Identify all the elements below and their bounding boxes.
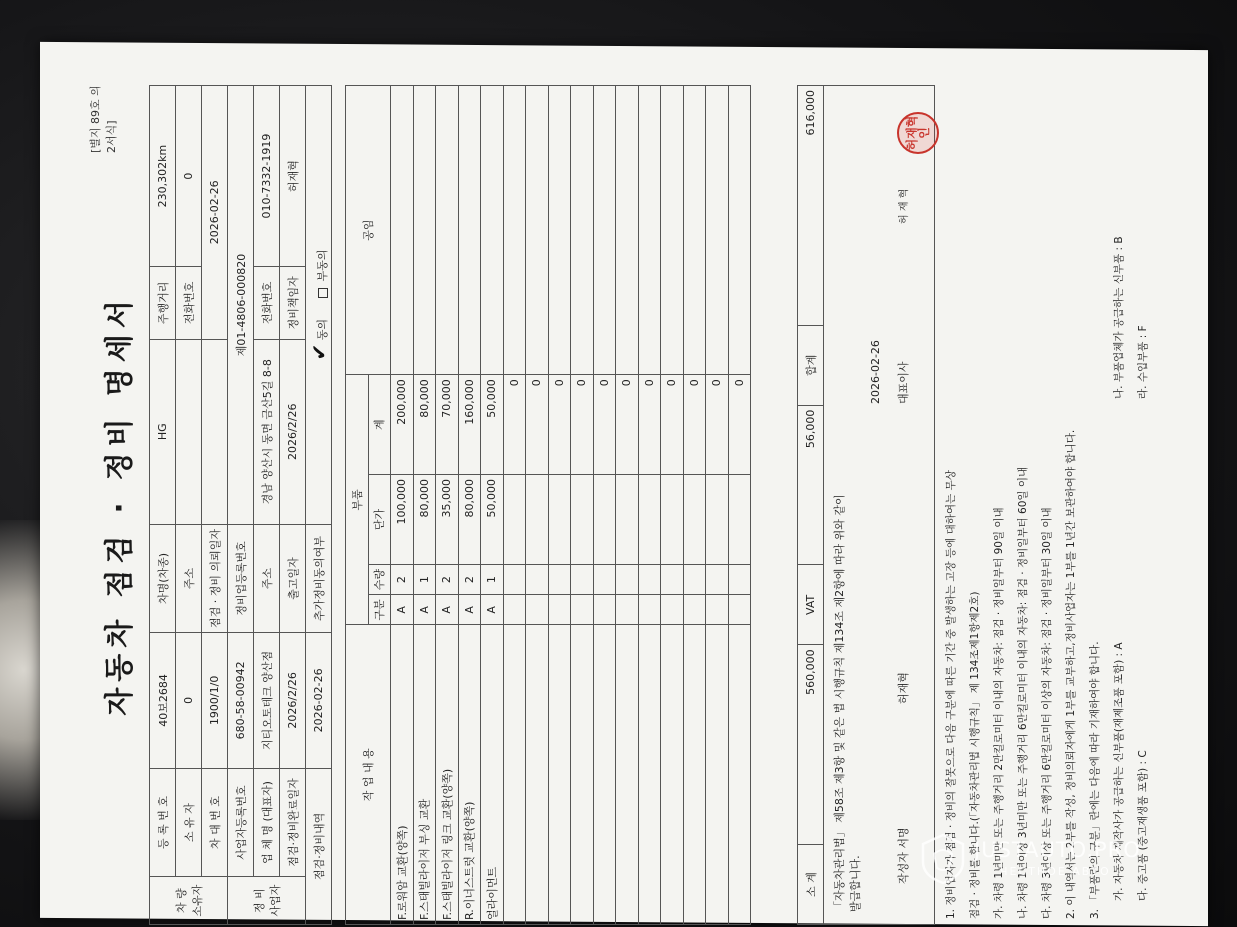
work-table (345, 85, 751, 925)
work-content-cell: 얼라이먼트 (481, 625, 504, 925)
qty-cell: 2 (436, 564, 459, 594)
kind-cell (706, 595, 729, 625)
work-row (706, 86, 729, 925)
subtotal-label: 소 계 (798, 845, 824, 925)
unit-cell (638, 475, 661, 565)
labor-cell (571, 86, 594, 375)
labor-cell (436, 86, 459, 375)
watermark-tagline: ЧЕСТНОЕ АВТО (1000, 865, 1111, 878)
rep-label: 대표이사 (897, 361, 910, 404)
biz-no-value: 680-58-00942 (228, 632, 254, 768)
labor-cell (661, 86, 684, 375)
kind-cell (526, 595, 549, 625)
labor-cell (638, 86, 661, 375)
labor-cell (503, 86, 526, 375)
period-value: 2026/2/26 (280, 632, 306, 768)
writer-name: 허재혁 (897, 672, 910, 704)
work-content-cell (638, 625, 661, 925)
unit-cell (706, 475, 729, 565)
unit-cell (503, 475, 526, 565)
qty-cell: 2 (458, 564, 481, 594)
kind-cell: A (391, 595, 414, 625)
mileage-value: 230,302km (150, 86, 176, 267)
labor-cell (616, 86, 639, 375)
totals-table (797, 85, 824, 925)
qty-cell (548, 564, 571, 594)
vin-label: 차 대 번 호 (202, 768, 228, 876)
labor-cell (683, 86, 706, 375)
footnote-text: 가. 차령 1년미만 또는 주행거리 2만킬로미터 이내의 자동차: 점검 · 정비일부터 90일 이내 (993, 507, 1005, 919)
sum-cell: 0 (706, 375, 729, 475)
labor-cell (728, 86, 751, 375)
insp-request-value (202, 339, 228, 524)
labor-header: 공임 (346, 86, 391, 375)
footnote-line (939, 89, 963, 919)
unit-cell (616, 475, 639, 565)
phone-value: 0 (176, 86, 202, 267)
kind-header: 구분 (368, 595, 391, 625)
work-content-cell (548, 625, 571, 925)
work-content-cell (503, 625, 526, 925)
unit-cell (593, 475, 616, 565)
sum-cell: 0 (503, 375, 526, 475)
footnote-line (963, 89, 987, 919)
footnotes (939, 89, 1155, 919)
period-label: 점검·정비완료일자 (280, 768, 306, 876)
sum-cell: 0 (728, 375, 751, 475)
owner-value: 0 (176, 632, 202, 768)
watermark-brand: JUSTAUTO.PRO (974, 838, 1141, 862)
release-value: 2026/2/26 (280, 339, 306, 524)
unit-cell (548, 475, 571, 565)
footnote-text: 점검 · 정비를 합니다.(「자동차관리법 시행규칙」 제 134조제1항제2호) (969, 591, 981, 919)
kind-cell (638, 595, 661, 625)
work-row (548, 86, 571, 925)
kind-cell: A (413, 595, 436, 625)
work-content-cell: F.로워암 교환(양쪽) (391, 625, 414, 925)
work-row (526, 86, 549, 925)
qty-cell: 1 (413, 564, 436, 594)
qty-cell (638, 564, 661, 594)
sum-cell: 70,000 (436, 375, 459, 475)
disagree-label: 부동의 (315, 249, 329, 282)
unit-header: 단가 (368, 475, 391, 565)
seal-text: 허재혁 인 (905, 115, 931, 151)
address-value (176, 339, 202, 524)
kind-cell (571, 595, 594, 625)
model-label: 차명(차종) (150, 524, 176, 632)
work-row (413, 86, 436, 925)
work-row (616, 86, 639, 925)
work-row (391, 86, 414, 925)
owner-label: 소 유 자 (176, 768, 202, 876)
work-content-cell (616, 625, 639, 925)
legend-a: 가. 자동차 제작사가 공급하는 신부품(재제조품 포함) : A (1113, 642, 1125, 901)
work-content-header: 작 업 내 용 (346, 625, 391, 925)
agreement-cell (306, 86, 332, 525)
shop-reg-label: 정비업등록번호 (228, 524, 254, 632)
work-row (728, 86, 751, 925)
work-row (683, 86, 706, 925)
notice-line-1: 「자동차관리법」 제58조 제3항 및 같은 법 시행규칙 제134조 제2항에 따라 위와 같이 (833, 494, 846, 912)
sum-cell: 0 (683, 375, 706, 475)
total-value: 616,000 (798, 86, 824, 326)
sum-cell: 0 (616, 375, 639, 475)
shop-phone-label: 전화번호 (254, 267, 280, 339)
reg-no-value: 40보2684 (150, 632, 176, 768)
qty-cell: 1 (481, 564, 504, 594)
unit-cell (683, 475, 706, 565)
insp-request-label: 점검 · 정비 의뢰일자 (202, 524, 228, 632)
sum-cell: 80,000 (413, 375, 436, 475)
sum-cell: 0 (526, 375, 549, 475)
subtotal-value: 560,000 (798, 645, 824, 845)
kind-cell (683, 595, 706, 625)
unit-cell (571, 475, 594, 565)
footnote-text: 1. 정비업자가 점검 · 정비의 잘못으로 다음 구분에 따른 기간 중 발생하는 고장 등에 대하여는 무상 (945, 470, 957, 919)
shop-label: 정 비 사업자 (228, 877, 306, 925)
writer-label: 작성자 서명 (897, 827, 910, 884)
shop-addr-value: 경남 양산시 동면 금산5길 8-8 (254, 339, 280, 524)
work-content-cell (706, 625, 729, 925)
kind-cell: A (458, 595, 481, 625)
manager-value: 허재혁 (280, 86, 306, 267)
work-content-cell (593, 625, 616, 925)
qty-cell (593, 564, 616, 594)
legend-b: 나. 부품업체가 공급하는 신부품 : B (1113, 236, 1125, 399)
sum-cell: 0 (593, 375, 616, 475)
footnote-line (1083, 89, 1107, 919)
footnote-text: 다. 차령 3년이상 또는 주행거리 6만킬로미터 이상의 자동차: 점검 · 정비일부터 30일 이내 (1041, 507, 1053, 919)
sum-cell: 160,000 (458, 375, 481, 475)
qty-cell (616, 564, 639, 594)
footnote-line (1035, 89, 1059, 919)
qty-cell (571, 564, 594, 594)
vin-value: 1900/1/0 (202, 632, 228, 768)
parts-header: 부품 (346, 375, 369, 625)
history-label: 점검·정비내역 (306, 768, 332, 924)
unit-cell: 100,000 (391, 475, 414, 565)
work-content-cell (571, 625, 594, 925)
vat-label: VAT (798, 565, 824, 645)
kind-cell (728, 595, 751, 625)
sum-cell: 0 (548, 375, 571, 475)
work-row (458, 86, 481, 925)
insp-request-date: 2026-02-26 (202, 86, 228, 340)
work-content-cell (526, 625, 549, 925)
legend-f: 라. 수입부품 : F (1137, 325, 1149, 399)
unit-cell: 80,000 (413, 475, 436, 565)
sum-cell: 0 (638, 375, 661, 475)
qty-cell (706, 564, 729, 594)
parts-legend-line-2 (1131, 89, 1155, 919)
header-table (149, 85, 332, 925)
checkbox-icon (318, 288, 328, 298)
work-row (503, 86, 526, 925)
labor-cell (593, 86, 616, 375)
footnote-line (987, 89, 1011, 919)
work-row (571, 86, 594, 925)
kind-cell: A (436, 595, 459, 625)
sum-cell: 50,000 (481, 375, 504, 475)
labor-cell (413, 86, 436, 375)
work-row (661, 86, 684, 925)
unit-cell: 35,000 (436, 475, 459, 565)
inspection-form (57, 85, 1147, 925)
vat-value: 56,000 (798, 405, 824, 565)
kind-cell: A (481, 595, 504, 625)
work-row (593, 86, 616, 925)
qty-cell: 2 (391, 564, 414, 594)
sum-cell: 0 (661, 375, 684, 475)
work-content-cell: R.이너스트럿 교환(양쪽) (458, 625, 481, 925)
release-label: 출고일자 (280, 524, 306, 632)
qty-cell (661, 564, 684, 594)
address-label: 주소 (176, 524, 202, 632)
unit-cell: 50,000 (481, 475, 504, 565)
issuance-notice (823, 85, 935, 925)
rep-name: 허 재 혁 (899, 188, 910, 224)
manager-label: 정비책임자 (280, 267, 306, 339)
company-label: 업 체 명 (대표자) (254, 768, 280, 876)
total-label: 합계 (798, 325, 824, 405)
work-content-cell (683, 625, 706, 925)
labor-cell (706, 86, 729, 375)
qty-cell (503, 564, 526, 594)
kind-cell (593, 595, 616, 625)
model-value: HG (150, 339, 176, 524)
notice-date: 2026-02-26 (869, 340, 882, 404)
work-row (638, 86, 661, 925)
kind-cell (661, 595, 684, 625)
shop-addr-label: 주소 (254, 524, 280, 632)
work-content-cell: F.스태빌라이저 부싱 교환 (413, 625, 436, 925)
notice-line-2: 발급합니다. (849, 855, 862, 912)
sum-cell: 200,000 (391, 375, 414, 475)
reg-no-label: 등 록 번 호 (150, 768, 176, 876)
legend-c: 다. 중고품 (중고재생품 포함) : C (1137, 750, 1149, 901)
mileage-label: 주행거리 (150, 267, 176, 339)
qty-cell (683, 564, 706, 594)
parts-legend-line-1 (1107, 89, 1131, 919)
shop-reg-value: 제01-4806-000820 (228, 86, 254, 525)
form-title: 자동차 점검 · 정비 명세서 (102, 294, 136, 716)
labor-cell (458, 86, 481, 375)
unit-cell (661, 475, 684, 565)
form-tag: [별지 89호 의2서식] (89, 85, 118, 153)
labor-cell (481, 86, 504, 375)
unit-cell (526, 475, 549, 565)
extra-label: 추가정비동의여부 (306, 524, 332, 632)
kind-cell (548, 595, 571, 625)
justauto-logo-icon (918, 832, 968, 886)
footnote-line (1011, 89, 1035, 919)
phone-label: 전화번호 (176, 267, 202, 339)
sum-cell: 0 (571, 375, 594, 475)
unit-cell (728, 475, 751, 565)
qty-header: 수량 (368, 564, 391, 594)
labor-cell (391, 86, 414, 375)
check-mark-icon: ✔ (306, 343, 331, 361)
biz-no-label: 사업자등록번호 (228, 768, 254, 876)
work-content-cell (728, 625, 751, 925)
sum-header: 계 (368, 375, 391, 475)
shop-phone-value: 010-7332-1919 (254, 86, 280, 267)
footnote-text: 나. 차령 1년이상 3년미만 또는 주행거리 6만킬로미터 이내의 자동차: 점검 · 정비일부터 60일 이내 (1017, 466, 1029, 919)
labor-cell (526, 86, 549, 375)
history-date: 2026-02-26 (306, 632, 332, 768)
red-seal-stamp (897, 112, 939, 154)
work-content-cell (661, 625, 684, 925)
qty-cell (526, 564, 549, 594)
agree-label: 동의 (315, 318, 329, 341)
footnote-text: 2. 이 내역서는 2부를 작성, 정비의뢰자에게 1부를 교부하고,정비사업자는 1부를 1년간 보관하여야 합니다. (1065, 429, 1077, 919)
kind-cell (616, 595, 639, 625)
work-row (481, 86, 504, 925)
vehicle-owner-label: 차 량 소유자 (150, 877, 228, 925)
labor-cell (548, 86, 571, 375)
company-value: 지티오토테크 양산점 (254, 632, 280, 768)
kind-cell (503, 595, 526, 625)
work-content-cell: F.스태빌라이저 링크 교환(양쪽) (436, 625, 459, 925)
qty-cell (728, 564, 751, 594)
work-row (436, 86, 459, 925)
footnote-line (1059, 89, 1083, 919)
watermark (918, 832, 1178, 892)
unit-cell: 80,000 (458, 475, 481, 565)
footnote-text: 3. 「부품란의 구분」란에는 다음에 따라 기재하여야 합니다. (1089, 641, 1101, 919)
